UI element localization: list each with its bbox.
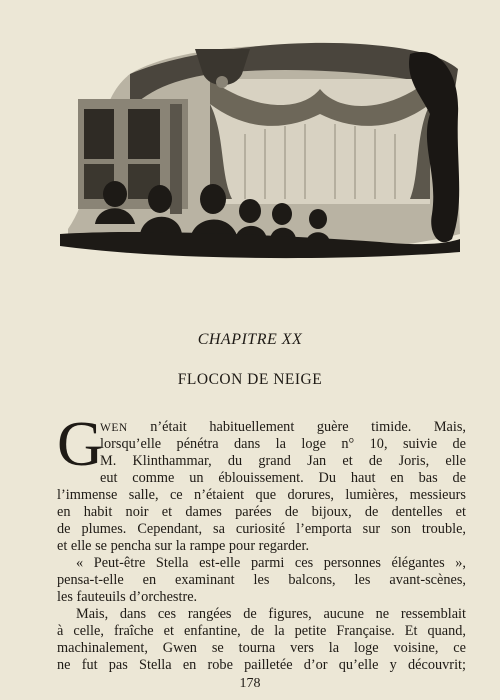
- theater-illustration: [60, 34, 465, 266]
- text-line: machinalement, Gwen se tourna vers la loge voisine, ce: [57, 640, 466, 656]
- text-line: à celle, fraîche et enfantine, de la petite Française. Et quand,: [57, 623, 466, 639]
- text-line: eut comme un éblouissement. Du haut en bas de: [100, 470, 466, 486]
- chapter-number: CHAPITRE XX: [197, 331, 303, 348]
- text-line: « Peut-être Stella est-elle parmi ces personnes élégantes »,: [76, 555, 466, 571]
- text-line: WEN n’était habituellement guère timide. Mais,: [100, 419, 466, 435]
- text-line: l’immense salle, ce n’étaient que dorures, lumières, messieurs: [57, 487, 466, 503]
- text-line: les fauteuils d’orchestre.: [57, 589, 198, 605]
- text-line: pensa-t-elle en examinant les balcons, les avant-scènes,: [57, 572, 466, 588]
- text-line: en habit noir et dames parées de bijoux, de dentelles et: [57, 504, 466, 520]
- text-line: Mais, dans ces rangées de figures, aucune ne ressemblait: [76, 606, 466, 622]
- text-line: M. Klinthammar, du grand Jan et de Joris, elle: [100, 453, 466, 469]
- drop-cap: G: [57, 408, 104, 479]
- text-line: ne fut pas Stella en robe pailletée d’or qu’elle y découvrit;: [57, 657, 466, 673]
- text-line: de plumes. Cependant, sa curiosité l’emporta sur son trouble,: [57, 521, 466, 537]
- text-line: et elle se pencha sur la rampe pour regarder.: [57, 538, 310, 554]
- text-line: lorsqu’elle pénétra dans la loge n° 10, suivie de: [100, 436, 466, 452]
- chapter-title: FLOCON DE NEIGE: [177, 371, 323, 388]
- page-number: 178: [239, 676, 261, 691]
- first-word: WEN: [100, 422, 128, 434]
